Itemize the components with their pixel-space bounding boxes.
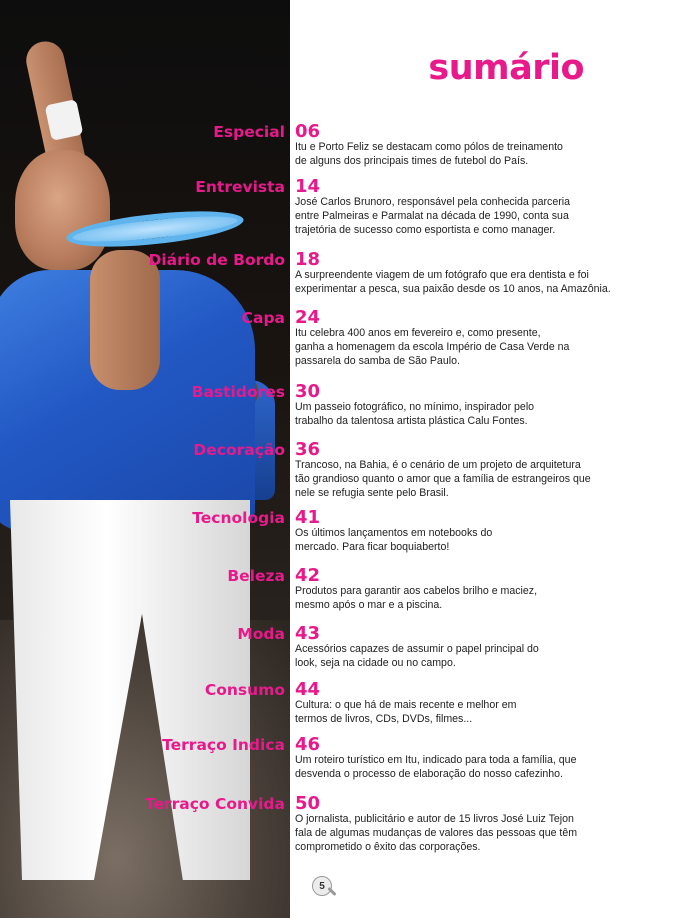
toc-page-number: 18 — [295, 249, 321, 270]
toc-section-title: Consumo — [204, 681, 285, 699]
photo-arm — [90, 250, 160, 390]
toc-description-line: nele se refugia sente pelo Brasil. — [295, 487, 449, 499]
toc-section-title: Beleza — [227, 567, 285, 585]
toc-description — [295, 458, 615, 500]
page-number-badge: 5 — [312, 876, 332, 896]
toc-description — [295, 326, 615, 368]
toc-section-title: Moda — [237, 625, 285, 643]
toc-page-number: 36 — [295, 439, 321, 460]
toc-section-title: Capa — [241, 309, 285, 327]
toc-description-line: Um roteiro turístico em Itu, indicado para toda a família, que — [295, 754, 577, 766]
toc-page-number: 14 — [295, 176, 321, 197]
page-title: sumário — [428, 48, 584, 88]
toc-description — [295, 698, 615, 726]
toc-description-line: fala de algumas mudanças de valores das pessoas que têm — [295, 827, 578, 839]
toc-description-line: A surpreendente viagem de um fotógrafo que era dentista e foi — [295, 269, 589, 281]
toc-description-line: passarela do samba de São Paulo. — [295, 355, 460, 367]
toc-description — [295, 642, 615, 670]
toc-description-line: comprometido o êxito das corporações. — [295, 841, 481, 853]
toc-description-line: Acessórios capazes de assumir o papel principal do — [295, 643, 539, 655]
toc-description-line: O jornalista, publicitário e autor de 15 livros José Luiz Tejon — [295, 813, 574, 825]
toc-description-line: Produtos para garantir aos cabelos brilho e maciez, — [295, 585, 538, 597]
toc-page-number: 50 — [295, 793, 321, 814]
toc-page-number: 30 — [295, 381, 321, 402]
toc-description-line: de alguns dos principais times de futebol do País. — [295, 155, 529, 167]
toc-description-line: Os últimos lançamentos em notebooks do — [295, 527, 493, 539]
toc-description-line: termos de livros, CDs, DVDs, filmes... — [295, 713, 473, 725]
toc-description-line: Itu e Porto Feliz se destacam como pólos de treinamento — [295, 141, 563, 153]
toc-section-title: Entrevista — [195, 178, 285, 196]
toc-page-number: 43 — [295, 623, 321, 644]
toc-page-number: 41 — [295, 507, 321, 528]
toc-description-line: tão grandioso quanto o amor que a família de estrangeiros que — [295, 473, 591, 485]
toc-page-number: 46 — [295, 734, 321, 755]
toc-description-line: look, seja na cidade ou no campo. — [295, 657, 456, 669]
toc-section-title: Tecnologia — [192, 509, 285, 527]
toc-description-line: experimentar a pesca, sua paixão desde os 10 anos, na Amazônia. — [295, 283, 611, 295]
photo-wristband — [45, 99, 84, 141]
toc-description — [295, 195, 615, 237]
toc-description-line: entre Palmeiras e Parmalat na década de 1990, conta sua — [295, 210, 569, 222]
toc-description — [295, 812, 615, 854]
toc-description-line: Trancoso, na Bahia, é o cenário de um projeto de arquitetura — [295, 459, 581, 471]
toc-description-line: mesmo após o mar e a piscina. — [295, 599, 443, 611]
toc-section-title: Decoração — [193, 441, 285, 459]
toc-description — [295, 140, 615, 168]
toc-description-line: Itu celebra 400 anos em fevereiro e, como presente, — [295, 327, 541, 339]
toc-page-number: 42 — [295, 565, 321, 586]
toc-section-title: Bastidores — [191, 383, 285, 401]
toc-description — [295, 400, 615, 428]
toc-description-line: mercado. Para ficar boquiaberto! — [295, 541, 450, 553]
toc-description-line: trajetória de sucesso como esportista e como manager. — [295, 224, 556, 236]
toc-description — [295, 526, 615, 554]
toc-section-title: Terraço Indica — [162, 736, 285, 754]
toc-section-title: Diário de Bordo — [148, 251, 285, 269]
toc-description-line: José Carlos Brunoro, responsável pela conhecida parceria — [295, 196, 571, 208]
toc-page-number: 44 — [295, 679, 321, 700]
toc-description-line: Cultura: o que há de mais recente e melhor em — [295, 699, 517, 711]
toc-description-line: ganha a homenagem da escola Império de Casa Verde na — [295, 341, 570, 353]
toc-description-line: desvenda o processo de elaboração do nosso cafezinho. — [295, 768, 563, 780]
toc-page-number: 24 — [295, 307, 321, 328]
toc-description-line: Um passeio fotográfico, no mínimo, inspirador pelo — [295, 401, 535, 413]
toc-description — [295, 753, 615, 781]
toc-page-number: 06 — [295, 121, 321, 142]
photo-head — [15, 150, 110, 270]
toc-description-line: trabalho da talentosa artista plástica Calu Fontes. — [295, 415, 528, 427]
toc-section-title: Terraço Convida — [144, 795, 285, 813]
toc-description — [295, 584, 615, 612]
toc-description — [295, 268, 615, 296]
toc-section-title: Especial — [213, 123, 285, 141]
